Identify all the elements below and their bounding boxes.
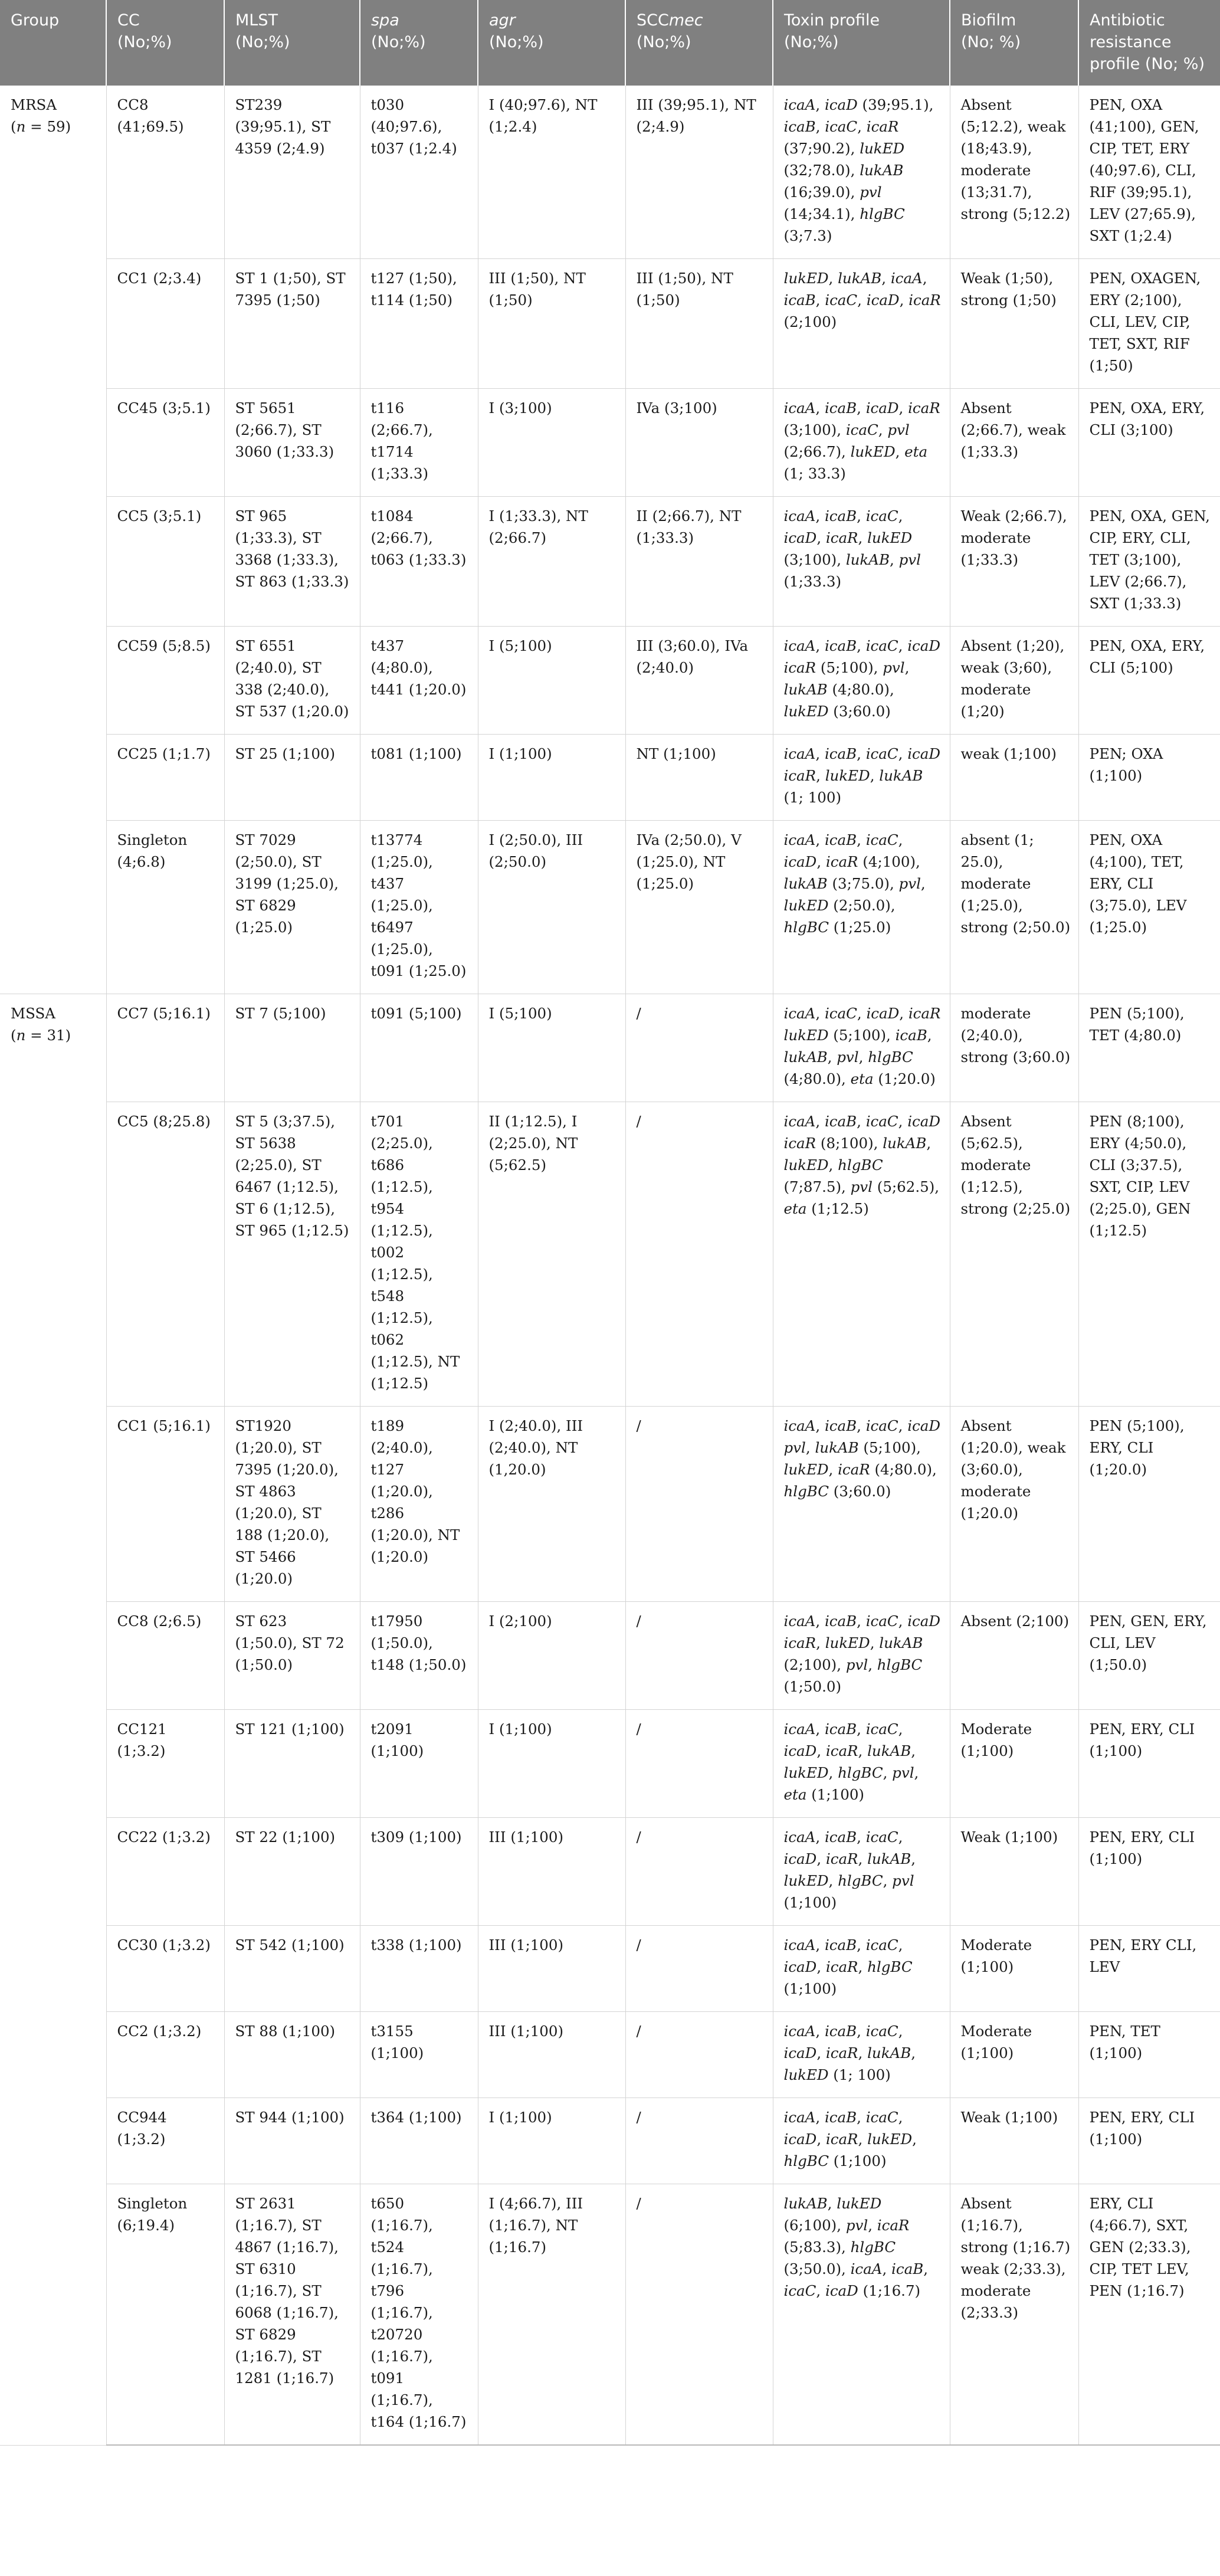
table-header: [0, 0, 1220, 86]
table-row: [0, 2184, 1220, 2446]
spa-cell: t13774 (1;25.0), t437 (1;25.0), t6497 (1;25.0), t091 (1;25.0): [360, 821, 478, 994]
toxin-cell: icaA, icaB, icaC, icaD pvl, lukAB (5;100), lukED, icaR (4;80.0), hlgBC (3;60.0): [773, 1407, 950, 1602]
sccmec-cell: III (1;50), NT (1;50): [625, 259, 773, 389]
toxin-cell: icaA, icaC, icaD, icaR lukED (5;100), icaB, lukAB, pvl, hlgBC (4;80.0), eta (1;20.0): [773, 994, 950, 1102]
header-sccmec: SCCmec (No;%): [625, 0, 773, 86]
spa-cell: t437 (4;80.0), t441 (1;20.0): [360, 627, 478, 735]
sccmec-cell: IVa (2;50.0), V (1;25.0), NT (1;25.0): [625, 821, 773, 994]
biofilm-cell: Absent (2;100): [950, 1602, 1078, 1710]
group-label: MRSA: [11, 96, 57, 113]
header-spa: spa (No;%): [360, 0, 478, 86]
antibiotic-cell: PEN, ERY, CLI (1;100): [1078, 1710, 1220, 1818]
table-row: [0, 1407, 1220, 1602]
mlst-cell: ST 944 (1;100): [224, 2098, 360, 2184]
agr-cell: I (3;100): [478, 389, 625, 497]
spa-cell: t030 (40;97.6), t037 (1;2.4): [360, 86, 478, 259]
biofilm-cell: Moderate (1;100): [950, 1710, 1078, 1818]
sccmec-cell: /: [625, 1602, 773, 1710]
agr-cell: I (1;33.3), NT (2;66.7): [478, 497, 625, 627]
group-label: MSSA: [11, 1005, 55, 1022]
toxin-cell: icaA, icaB, icaC, icaD, icaR (4;100), lukAB (3;75.0), pvl, lukED (2;50.0), hlgBC (1;25.0): [773, 821, 950, 994]
antibiotic-cell: PEN (5;100), ERY, CLI (1;20.0): [1078, 1407, 1220, 1602]
group-count: (n = 31): [11, 1027, 71, 1044]
table-row: [0, 389, 1220, 497]
spa-cell: t189 (2;40.0), t127 (1;20.0), t286 (1;20.0), NT (1;20.0): [360, 1407, 478, 1602]
toxin-cell: icaA, icaB, icaC, icaD, icaR, lukAB, lukED, hlgBC, pvl (1;100): [773, 1818, 950, 1926]
toxin-cell: icaA, icaB, icaD, icaR (3;100), icaC, pvl (2;66.7), lukED, eta (1; 33.3): [773, 389, 950, 497]
spa-cell: t17950 (1;50.0), t148 (1;50.0): [360, 1602, 478, 1710]
mlst-cell: ST 5 (3;37.5), ST 5638 (2;25.0), ST 6467 (1;12.5), ST 6 (1;12.5), ST 965 (1;12.5): [224, 1102, 360, 1407]
cc-cell: Singleton (6;19.4): [106, 2184, 224, 2446]
cc-cell: CC5 (8;25.8): [106, 1102, 224, 1407]
antibiotic-cell: PEN, ERY, CLI (1;100): [1078, 2098, 1220, 2184]
biofilm-cell: Absent (1;20.0), weak (3;60.0), moderate (1;20.0): [950, 1407, 1078, 1602]
header-group: Group: [0, 0, 106, 86]
antibiotic-cell: PEN, TET (1;100): [1078, 2012, 1220, 2098]
cc-cell: CC22 (1;3.2): [106, 1818, 224, 1926]
mlst-cell: ST 1 (1;50), ST 7395 (1;50): [224, 259, 360, 389]
table-row: [0, 1102, 1220, 1407]
cc-cell: CC45 (3;5.1): [106, 389, 224, 497]
spa-cell: t116 (2;66.7), t1714 (1;33.3): [360, 389, 478, 497]
antibiotic-cell: PEN; OXA (1;100): [1078, 735, 1220, 821]
cc-cell: CC59 (5;8.5): [106, 627, 224, 735]
table-row: [0, 1602, 1220, 1710]
biofilm-cell: Moderate (1;100): [950, 1926, 1078, 2012]
biofilm-cell: Weak (1;100): [950, 1818, 1078, 1926]
toxin-cell: icaA, icaB, icaC, icaD, icaR, lukAB, lukED, hlgBC, pvl, eta (1;100): [773, 1710, 950, 1818]
agr-cell: I (2;50.0), III (2;50.0): [478, 821, 625, 994]
header-biofilm: Biofilm (No; %): [950, 0, 1078, 86]
spa-cell: t309 (1;100): [360, 1818, 478, 1926]
cc-cell: CC1 (5;16.1): [106, 1407, 224, 1602]
agr-cell: II (1;12.5), I (2;25.0), NT (5;62.5): [478, 1102, 625, 1407]
antibiotic-cell: PEN, ERY, CLI (1;100): [1078, 1818, 1220, 1926]
cc-cell: CC1 (2;3.4): [106, 259, 224, 389]
header-row: [0, 0, 1220, 86]
cc-cell: CC25 (1;1.7): [106, 735, 224, 821]
sccmec-cell: /: [625, 1818, 773, 1926]
sccmec-cell: NT (1;100): [625, 735, 773, 821]
cc-cell: CC8 (2;6.5): [106, 1602, 224, 1710]
group-cell: [0, 994, 106, 2446]
table-row: [0, 86, 1220, 259]
header-cc: CC (No;%): [106, 0, 224, 86]
toxin-cell: icaA, icaB, icaC, icaD icaR, lukED, lukAB (2;100), pvl, hlgBC (1;50.0): [773, 1602, 950, 1710]
antibiotic-cell: PEN, GEN, ERY, CLI, LEV (1;50.0): [1078, 1602, 1220, 1710]
sccmec-cell: /: [625, 2012, 773, 2098]
mlst-cell: ST 2631 (1;16.7), ST 4867 (1;16.7), ST 6310 (1;16.7), ST 6068 (1;16.7), ST 6829 (1;16.7), ST 1281 (1;16.7): [224, 2184, 360, 2446]
cc-cell: CC30 (1;3.2): [106, 1926, 224, 2012]
toxin-cell: lukED, lukAB, icaA, icaB, icaC, icaD, icaR (2;100): [773, 259, 950, 389]
table-row: [0, 259, 1220, 389]
antibiotic-cell: PEN, OXA, ERY, CLI (5;100): [1078, 627, 1220, 735]
sccmec-cell: III (39;95.1), NT (2;4.9): [625, 86, 773, 259]
mlst-cell: ST 88 (1;100): [224, 2012, 360, 2098]
agr-cell: I (2;100): [478, 1602, 625, 1710]
antibiotic-cell: PEN, OXA, ERY, CLI (3;100): [1078, 389, 1220, 497]
sccmec-cell: /: [625, 1710, 773, 1818]
mlst-cell: ST 7029 (2;50.0), ST 3199 (1;25.0), ST 6829 (1;25.0): [224, 821, 360, 994]
antibiotic-cell: PEN (5;100), TET (4;80.0): [1078, 994, 1220, 1102]
biofilm-cell: moderate (2;40.0), strong (3;60.0): [950, 994, 1078, 1102]
biofilm-cell: weak (1;100): [950, 735, 1078, 821]
spa-cell: t1084 (2;66.7), t063 (1;33.3): [360, 497, 478, 627]
mlst-cell: ST 5651 (2;66.7), ST 3060 (1;33.3): [224, 389, 360, 497]
antibiotic-cell: PEN, ERY CLI, LEV: [1078, 1926, 1220, 2012]
cc-cell: CC7 (5;16.1): [106, 994, 224, 1102]
spa-cell: t338 (1;100): [360, 1926, 478, 2012]
mlst-cell: ST 623 (1;50.0), ST 72 (1;50.0): [224, 1602, 360, 1710]
antibiotic-cell: PEN, OXA (41;100), GEN, CIP, TET, ERY (40;97.6), CLI, RIF (39;95.1), LEV (27;65.9), SXT (1;2.4): [1078, 86, 1220, 259]
spa-cell: t2091 (1;100): [360, 1710, 478, 1818]
toxin-cell: icaA, icaB, icaC, icaD, icaR, hlgBC (1;100): [773, 1926, 950, 2012]
header-antibiotic: Antibiotic resistance profile (No; %): [1078, 0, 1220, 86]
spa-cell: t091 (5;100): [360, 994, 478, 1102]
sccmec-cell: III (3;60.0), IVa (2;40.0): [625, 627, 773, 735]
mlst-cell: ST 25 (1;100): [224, 735, 360, 821]
sccmec-cell: /: [625, 1407, 773, 1602]
table-row: [0, 2012, 1220, 2098]
agr-cell: III (1;100): [478, 1926, 625, 2012]
sccmec-cell: IVa (3;100): [625, 389, 773, 497]
toxin-cell: icaA, icaB, icaC, icaD, icaR, lukAB, lukED (1; 100): [773, 2012, 950, 2098]
sccmec-cell: /: [625, 2184, 773, 2446]
table-row: [0, 994, 1220, 1102]
spa-cell: t650 (1;16.7), t524 (1;16.7), t796 (1;16.7), t20720 (1;16.7), t091 (1;16.7), t164 (1;16.7): [360, 2184, 478, 2446]
spa-cell: t701 (2;25.0), t686 (1;12.5), t954 (1;12.5), t002 (1;12.5), t548 (1;12.5), t062 (1;12.5), NT (1;12.5): [360, 1102, 478, 1407]
biofilm-cell: Absent (1;20), weak (3;60), moderate (1;20): [950, 627, 1078, 735]
table-row: [0, 1818, 1220, 1926]
toxin-cell: lukAB, lukED (6;100), pvl, icaR (5;83.3), hlgBC (3;50.0), icaA, icaB, icaC, icaD (1;16.7): [773, 2184, 950, 2446]
biofilm-cell: Weak (2;66.7), moderate (1;33.3): [950, 497, 1078, 627]
cc-cell: CC2 (1;3.2): [106, 2012, 224, 2098]
mlst-cell: ST 121 (1;100): [224, 1710, 360, 1818]
cc-cell: CC5 (3;5.1): [106, 497, 224, 627]
mlst-cell: ST 7 (5;100): [224, 994, 360, 1102]
cc-cell: CC944 (1;3.2): [106, 2098, 224, 2184]
table-row: [0, 735, 1220, 821]
cc-cell: Singleton (4;6.8): [106, 821, 224, 994]
antibiotic-cell: PEN, OXAGEN, ERY (2;100), CLI, LEV, CIP, TET, SXT, RIF (1;50): [1078, 259, 1220, 389]
agr-cell: I (1;100): [478, 2098, 625, 2184]
cc-cell: CC121 (1;3.2): [106, 1710, 224, 1818]
biofilm-cell: Absent (2;66.7), weak (1;33.3): [950, 389, 1078, 497]
antibiotic-cell: ERY, CLI (4;66.7), SXT, GEN (2;33.3), CIP, TET LEV, PEN (1;16.7): [1078, 2184, 1220, 2446]
mlst-cell: ST 22 (1;100): [224, 1818, 360, 1926]
biofilm-cell: Weak (1;100): [950, 2098, 1078, 2184]
biofilm-cell: absent (1; 25.0), moderate (1;25.0), strong (2;50.0): [950, 821, 1078, 994]
cc-cell: CC8 (41;69.5): [106, 86, 224, 259]
spa-cell: t127 (1;50), t114 (1;50): [360, 259, 478, 389]
spa-cell: t081 (1;100): [360, 735, 478, 821]
mlst-cell: ST 542 (1;100): [224, 1926, 360, 2012]
table-row: [0, 1926, 1220, 2012]
table-body: [0, 86, 1220, 2445]
mlst-cell: ST1920 (1;20.0), ST 7395 (1;20.0), ST 4863 (1;20.0), ST 188 (1;20.0), ST 5466 (1;20.0): [224, 1407, 360, 1602]
sccmec-cell: /: [625, 994, 773, 1102]
biofilm-cell: Weak (1;50), strong (1;50): [950, 259, 1078, 389]
agr-cell: I (40;97.6), NT (1;2.4): [478, 86, 625, 259]
group-count: (n = 59): [11, 118, 71, 135]
agr-cell: I (5;100): [478, 627, 625, 735]
biofilm-cell: Absent (5;12.2), weak (18;43.9), moderate (13;31.7), strong (5;12.2): [950, 86, 1078, 259]
sccmec-cell: /: [625, 1102, 773, 1407]
toxin-cell: icaA, icaB, icaC, icaD, icaR, lukED, hlgBC (1;100): [773, 2098, 950, 2184]
table-row: [0, 2098, 1220, 2184]
table-row: [0, 497, 1220, 627]
spa-cell: t3155 (1;100): [360, 2012, 478, 2098]
agr-cell: I (1;100): [478, 1710, 625, 1818]
table-row: [0, 1710, 1220, 1818]
toxin-cell: icaA, icaB, icaC, icaD icaR (8;100), lukAB, lukED, hlgBC (7;87.5), pvl (5;62.5), eta (1;12.5): [773, 1102, 950, 1407]
group-cell: [0, 86, 106, 994]
antibiotic-cell: PEN (8;100), ERY (4;50.0), CLI (3;37.5), SXT, CIP, LEV (2;25.0), GEN (1;12.5): [1078, 1102, 1220, 1407]
biofilm-cell: Absent (5;62.5), moderate (1;12.5), strong (2;25.0): [950, 1102, 1078, 1407]
antibiotic-cell: PEN, OXA (4;100), TET, ERY, CLI (3;75.0), LEV (1;25.0): [1078, 821, 1220, 994]
toxin-cell: icaA, icaD (39;95.1), icaB, icaC, icaR (37;90.2), lukED (32;78.0), lukAB (16;39.0), pvl (14;34.1), hlgBC (3;7.3): [773, 86, 950, 259]
agr-cell: I (4;66.7), III (1;16.7), NT (1;16.7): [478, 2184, 625, 2446]
toxin-cell: icaA, icaB, icaC, icaD icaR (5;100), pvl, lukAB (4;80.0), lukED (3;60.0): [773, 627, 950, 735]
sccmec-cell: /: [625, 1926, 773, 2012]
header-agr: agr (No;%): [478, 0, 625, 86]
table-row: [0, 821, 1220, 994]
agr-cell: I (2;40.0), III (2;40.0), NT (1,20.0): [478, 1407, 625, 1602]
sccmec-cell: II (2;66.7), NT (1;33.3): [625, 497, 773, 627]
agr-cell: III (1;100): [478, 1818, 625, 1926]
sccmec-cell: /: [625, 2098, 773, 2184]
mlst-cell: ST239 (39;95.1), ST 4359 (2;4.9): [224, 86, 360, 259]
biofilm-cell: Absent (1;16.7), strong (1;16.7) weak (2;33.3), moderate (2;33.3): [950, 2184, 1078, 2446]
agr-cell: I (1;100): [478, 735, 625, 821]
agr-cell: III (1;100): [478, 2012, 625, 2098]
toxin-cell: icaA, icaB, icaC, icaD, icaR, lukED (3;100), lukAB, pvl (1;33.3): [773, 497, 950, 627]
spa-cell: t364 (1;100): [360, 2098, 478, 2184]
header-toxin: Toxin profile (No;%): [773, 0, 950, 86]
biofilm-cell: Moderate (1;100): [950, 2012, 1078, 2098]
table-row: [0, 627, 1220, 735]
mlst-cell: ST 965 (1;33.3), ST 3368 (1;33.3), ST 863 (1;33.3): [224, 497, 360, 627]
mlst-cell: ST 6551 (2;40.0), ST 338 (2;40.0), ST 537 (1;20.0): [224, 627, 360, 735]
toxin-cell: icaA, icaB, icaC, icaD icaR, lukED, lukAB (1; 100): [773, 735, 950, 821]
antibiotic-cell: PEN, OXA, GEN, CIP, ERY, CLI, TET (3;100), LEV (2;66.7), SXT (1;33.3): [1078, 497, 1220, 627]
header-mlst: MLST (No;%): [224, 0, 360, 86]
agr-cell: III (1;50), NT (1;50): [478, 259, 625, 389]
agr-cell: I (5;100): [478, 994, 625, 1102]
